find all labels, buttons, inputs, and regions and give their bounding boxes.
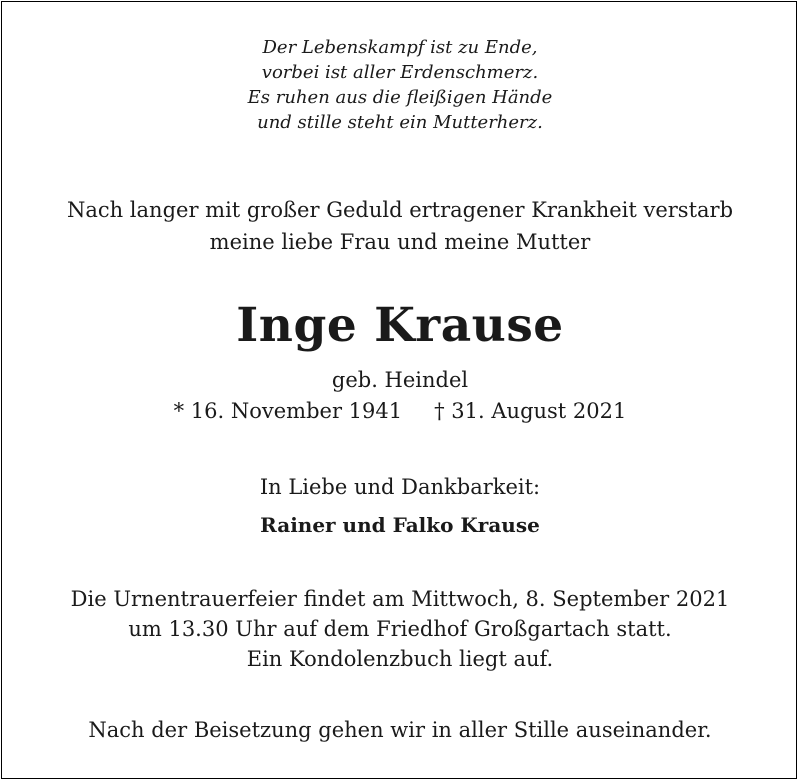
birth-name: geb. Heindel <box>331 368 469 392</box>
birth-date: * 16. November 1941 <box>173 399 403 423</box>
closing-text: Nach der Beisetzung gehen wir in aller Stille auseinander. <box>88 718 712 742</box>
ceremony-info <box>0 584 800 674</box>
intro-text <box>0 194 800 258</box>
poem-line: Es ruhen aus die fleißigen Hände <box>247 87 553 108</box>
ceremony-line: Ein Kondolenzbuch liegt auf. <box>246 647 554 671</box>
life-dates <box>0 396 800 426</box>
memorial-poem <box>0 35 800 135</box>
poem-line: Der Lebenskampf ist zu Ende, <box>262 37 538 58</box>
deceased-name: Inge Krause <box>236 298 564 353</box>
mourners-heading: In Liebe und Dankbarkeit: <box>259 475 541 499</box>
mourners-names: Rainer und Falko Krause <box>260 513 540 537</box>
poem-line: vorbei ist aller Erdenschmerz. <box>261 62 539 83</box>
poem-line: und stille steht ein Mutterherz. <box>257 112 543 133</box>
intro-line: meine liebe Frau und meine Mutter <box>209 230 591 254</box>
ceremony-line: um 13.30 Uhr auf dem Friedhof Großgartach statt. <box>128 617 672 641</box>
death-date: † 31. August 2021 <box>434 399 627 423</box>
intro-line: Nach langer mit großer Geduld ertragener Krankheit verstarb <box>66 198 734 222</box>
ceremony-line: Die Urnentrauerfeier findet am Mittwoch, 8. September 2021 <box>70 587 730 611</box>
